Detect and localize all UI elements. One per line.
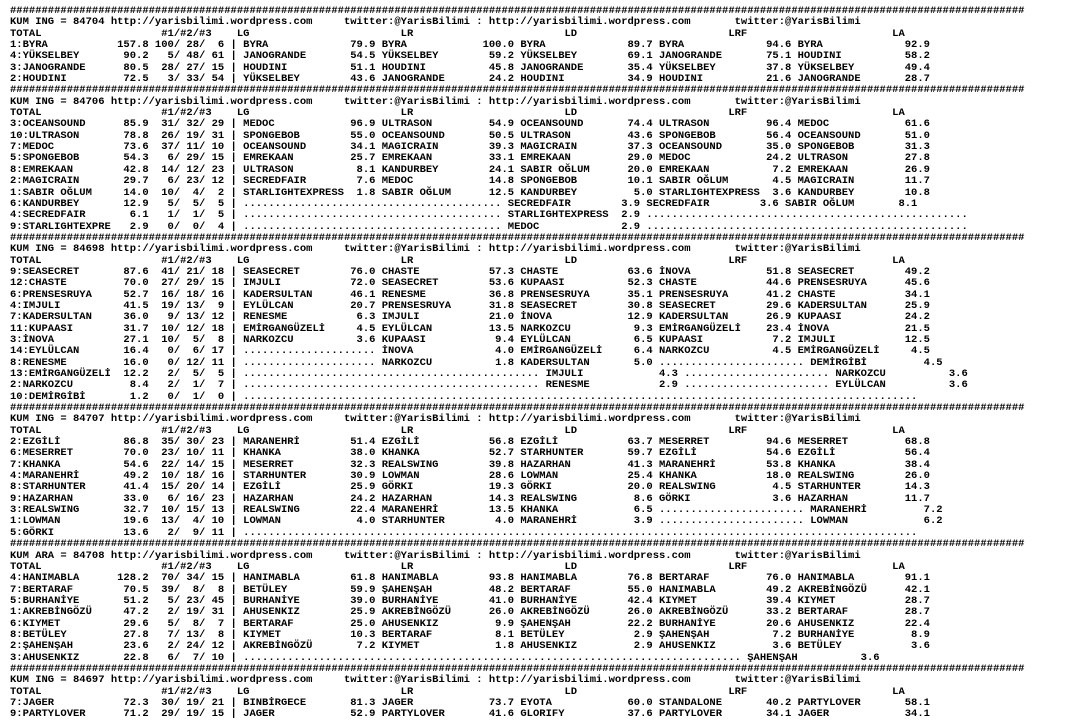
text-line: 1:SABIR OĞLUM 14.0 10/ 4/ 2 | STARLIGHTEXPRESS 1.8 SABIR OĞLUM 12.5 KANDURBEY 5.0 STARLIGHTEXPRESS 3.6 KANDURBEY 10.8 (10, 186, 930, 199)
text-line: 4:YÜKSELBEY 90.2 5/ 48/ 61 | JANOGRANDE 54.5 YÜKSELBEY 59.2 YÜKSELBEY 69.1 JANOGRANDE 75.1 HOUDINI 58.2 (10, 50, 930, 63)
text-line: 3:OCEANSOUND 85.9 31/ 32/ 29 | MEDOC 96.9 ULTRASON 54.9 OCEANSOUND 74.4 ULTRASON 96.4 MEDOC 61.6 (10, 118, 930, 131)
text-line: TOTAL #1/#2/#3 LG LR LD LRF LA (10, 560, 905, 573)
text-line: 12:CHASTE 70.0 27/ 29/ 15 | IMJULI 72.0 SEASECRET 53.6 KUPAASI 52.3 CHASTE 44.6 PRENSESRUYA 45.6 (10, 277, 930, 290)
text-line: 4:HANIMABLA 128.2 70/ 34/ 15 | HANIMABLA 61.8 HANIMABLA 93.8 HANIMABLA 76.8 BERTARAF 76.0 HANIMABLA 91.1 (10, 572, 930, 585)
text-line: TOTAL #1/#2/#3 LG LR LD LRF LA (10, 424, 905, 437)
text-line: 2:EZGİLİ 86.8 35/ 30/ 23 | MARANEHRİ 51.4 EZGİLİ 56.8 EZGİLİ 63.7 MESERRET 94.6 MESERRET 68.8 (10, 436, 930, 449)
text-line: 14:EYLÜLCAN 16.4 0/ 6/ 17 | ..................... İNOVA 4.0 EMİRGANGÜZELİ 6.4 NARKOZCU 4.5 EMİRGANGÜZELİ 4.5 (10, 345, 930, 358)
text-line: 3:AHUSENKIZ 22.8 6/ 7/ 10 | ............................................................................... ŞAHENŞAH 3.6 (10, 651, 880, 664)
text-line: 10:ULTRASON 78.8 26/ 19/ 31 | SPONGEBOB 55.0 OCEANSOUND 50.5 ULTRASON 43.6 SPONGEBOB 56.4 OCEANSOUND 51.0 (10, 129, 930, 142)
text-line: 8:STARHUNTER 41.4 15/ 20/ 14 | EZGİLİ 25.9 GÖRKI 19.3 GÖRKI 20.0 REALSWING 4.5 STARHUNTER 14.3 (10, 481, 930, 494)
text-line: 7:JAGER 72.3 30/ 19/ 21 | BINBİRGECE 81.3 JAGER 73.7 EYOTA 60.0 STANDALONE 40.2 PARTYLOVER 58.1 (10, 696, 930, 709)
text-line: ################################################################################################################################################################# (10, 662, 1025, 675)
text-line: KUM ARA = 84708 http://yarisbilimi.wordpress.com twitter:@YarisBilimi : http://yarisbilimi.wordpress.com twitter:@YarisBilimi (10, 549, 861, 562)
text-line: 7:KHANKA 54.6 22/ 14/ 15 | MESERRET 32.3 REALSWING 39.8 HAZARHAN 41.3 MARANEHRİ 53.8 KHANKA 38.4 (10, 458, 930, 471)
text-line: ################################################################################################################################################################# (10, 5, 1025, 17)
text-line: 10:DEMİRGİBİ 1.2 0/ 1/ 0 | ........................................................................................................... (10, 390, 918, 403)
text-line: 4:SECREDFAIR 6.1 1/ 1/ 5 | ......................................... STARLIGHTEXPRESS 2.9 ................................................... (10, 209, 968, 222)
text-line: KUM ING = 84697 http://yarisbilimi.wordpress.com twitter:@YarisBilimi : http://yarisbilimi.wordpress.com twitter:@YarisBilimi (10, 674, 861, 687)
text-line: 9:HAZARHAN 33.0 6/ 16/ 23 | HAZARHAN 24.2 HAZARHAN 14.3 REALSWING 8.6 GÖRKI 3.6 HAZARHAN 11.7 (10, 492, 930, 505)
text-line: 6:MESERRET 70.0 23/ 10/ 11 | KHANKA 38.0 KHANKA 52.7 STARHUNTER 59.7 EZGİLİ 54.6 EZGİLİ 56.4 (10, 447, 930, 460)
text-line: 13:EMİRGANGÜZELİ 12.2 2/ 5/ 5 | ............................................... IMJULI 4.3 ....................... NARKOZCU 3.6 (10, 368, 968, 380)
text-line: 5:BURHANİYE 51.2 5/ 23/ 45 | BURHANİYE 39.0 BURHANİYE 41.0 BURHANİYE 42.4 KIYMET 39.4 KIYMET 28.7 (10, 594, 930, 607)
text-line: 6:KIYMET 29.6 5/ 8/ 7 | BERTARAF 25.0 AHUSENKIZ 9.9 ŞAHENŞAH 22.2 BURHANİYE 20.6 AHUSENKIZ 22.4 (10, 617, 930, 630)
text-line: 5:SPONGEBOB 54.3 6/ 29/ 15 | EMREKAAN 25.7 EMREKAAN 33.1 EMREKAAN 29.0 MEDOC 24.2 ULTRASON 27.8 (10, 152, 930, 165)
text-line: TOTAL #1/#2/#3 LG LR LD LRF LA (10, 685, 905, 698)
text-line: TOTAL #1/#2/#3 LG LR LD LRF LA (10, 27, 905, 40)
text-line: 1:LOWMAN 19.6 13/ 4/ 10 | LOWMAN 4.0 STARHUNTER 4.0 MARANEHRİ 3.9 ....................... LOWMAN 6.2 (10, 515, 943, 528)
text-line: 6:PRENSESRUYA 52.7 16/ 18/ 16 | KADERSULTAN 46.1 RENESME 36.8 PRENSESRUYA 35.1 PRENSESRUYA 41.2 CHASTE 34.1 (10, 288, 930, 301)
text-line: TOTAL #1/#2/#3 LG LR LD LRF LA (10, 107, 905, 120)
text-line: KUM ING = 84698 http://yarisbilimi.wordpress.com twitter:@YarisBilimi : http://yarisbilimi.wordpress.com twitter:@YarisBilimi (10, 243, 861, 256)
text-line: 3:İNOVA 27.1 10/ 5/ 8 | NARKOZCU 3.6 KUPAASI 9.4 EYLÜLCAN 6.5 KUPAASI 7.2 IMJULI 12.5 (10, 333, 930, 346)
text-line: ################################################################################################################################################################# (10, 402, 1025, 415)
text-line: 2:HOUDINI 72.5 3/ 33/ 54 | YÜKSELBEY 43.6 JANOGRANDE 24.2 HOUDINI 34.9 HOUDINI 21.6 JANOGRANDE 28.7 (10, 73, 930, 86)
text-line: ################################################################################################################################################################# (10, 84, 1025, 97)
text-line: KUM ING = 84706 http://yarisbilimi.wordpress.com twitter:@YarisBilimi : http://yarisbilimi.wordpress.com twitter:@YarisBilimi (10, 95, 861, 108)
text-line: 7:BERTARAF 70.5 39/ 8/ 8 | BETÜLEY 59.9 ŞAHENŞAH 48.2 BERTARAF 55.0 HANIMABLA 49.2 AKREBİNGÖZÜ 42.1 (10, 583, 930, 596)
text-line: 8:BETÜLEY 27.8 7/ 13/ 8 | KIYMET 10.3 BERTARAF 8.1 BETÜLEY 2.9 ŞAHENŞAH 7.2 BURHANİYE 8.9 (10, 628, 930, 641)
text-line: 8:RENESME 16.0 0/ 12/ 11 | ..................... NARKOZCU 1.8 KADERSULTAN 5.0 ....................... DEMİRGİBİ 4.5 (10, 356, 943, 369)
text-line: 9:PARTYLOVER 71.2 29/ 19/ 15 | JAGER 52.9 PARTYLOVER 41.6 GLORIFY 37.6 PARTYLOVER 34.1 JAGER 34.1 (10, 708, 930, 721)
text-line: 3:REALSWING 32.7 10/ 15/ 13 | REALSWING 22.4 MARANEHRİ 13.5 KHANKA 6.5 ....................... MARANEHRİ 7.2 (10, 504, 943, 517)
text-line: 7:MEDOC 73.6 37/ 11/ 10 | OCEANSOUND 34.1 MAGICRAIN 39.3 MAGICRAIN 37.3 OCEANSOUND 35.0 SPONGEBOB 31.3 (10, 141, 930, 154)
text-line: 3:JANOGRANDE 80.5 28/ 27/ 15 | HOUDINI 51.1 HOUDINI 45.8 JANOGRANDE 35.4 YÜKSELBEY 37.8 YÜKSELBEY 49.4 (10, 61, 930, 74)
text-line: 2:ŞAHENŞAH 23.6 2/ 24/ 12 | AKREBİNGÖZÜ 7.2 KIYMET 1.8 AHUSENKIZ 2.9 AHUSENKIZ 3.6 BETÜLEY 3.6 (10, 640, 930, 653)
text-line: KUM ING = 84707 http://yarisbilimi.wordpress.com twitter:@YarisBilimi : http://yarisbilimi.wordpress.com twitter:@YarisBilimi (10, 413, 861, 426)
text-line: 4:IMJULI 41.5 19/ 13/ 9 | EYLÜLCAN 20.7 PRENSESRUYA 31.8 SEASECRET 30.8 SEASECRET 29.6 KADERSULTAN 25.9 (10, 299, 930, 312)
text-line: TOTAL #1/#2/#3 LG LR LD LRF LA (10, 254, 905, 267)
text-line: ################################################################################################################################################################# (10, 538, 1025, 551)
text-line: 5:GÖRKI 13.6 2/ 9/ 11 | ........................................................................................................... (10, 526, 918, 539)
text-line: 2:NARKOZCU 8.4 2/ 1/ 7 | ............................................... RENESME 2.9 ....................... EYLÜLCAN 3.6 (10, 379, 968, 392)
text-line: 6:KANDURBEY 12.9 5/ 5/ 5 | ......................................... SECREDFAIR 3.9 SECREDFAIR 3.6 SABIR OĞLUM 8.1 (10, 197, 918, 210)
text-line: 2:MAGICRAIN 29.7 6/ 23/ 12 | SECREDFAIR 7.6 MEDOC 14.8 SPONGEBOB 10.1 SABIR OĞLUM 4.5 MAGICRAIN 11.7 (10, 175, 930, 188)
text-line: 8:EMREKAAN 42.8 14/ 12/ 23 | ULTRASON 8.1 KANDURBEY 24.1 SABIR OĞLUM 20.0 EMREKAAN 7.2 EMREKAAN 26.9 (10, 163, 930, 176)
text-line: 1:AKREBİNGÖZÜ 47.2 2/ 19/ 31 | AHUSENKIZ 25.9 AKREBİNGÖZÜ 26.0 AKREBİNGÖZÜ 26.0 AKREBİNGÖZÜ 33.2 BERTARAF 28.7 (10, 606, 930, 619)
text-line: 9:STARLIGHTEXPRE 2.9 0/ 0/ 4 | ......................................... MEDOC 2.9 ................................................... (10, 220, 968, 233)
text-line: 7:KADERSULTAN 36.0 9/ 13/ 12 | RENESME 6.3 IMJULI 21.0 İNOVA 12.9 KADERSULTAN 26.9 KUPAASI 24.2 (10, 311, 930, 324)
text-line: 11:KUPAASI 31.7 10/ 12/ 18 | EMİRGANGÜZELİ 4.5 EYLÜLCAN 13.5 NARKOZCU 9.3 EMİRGANGÜZELİ 23.4 İNOVA 21.5 (10, 322, 930, 335)
text-line: 1:BYRA 157.8 100/ 28/ 6 | BYRA 79.9 BYRA 100.0 BYRA 89.7 BYRA 94.6 BYRA 92.9 (10, 39, 930, 52)
text-line: 4:MARANEHRİ 49.2 10/ 18/ 16 | STARHUNTER 30.9 LOWMAN 28.6 LOWMAN 25.4 KHANKA 18.0 REALSWING 26.0 (10, 470, 930, 483)
race-report-sheet (10, 5, 1072, 721)
text-line: KUM ING = 84704 http://yarisbilimi.wordpress.com twitter:@YarisBilimi : http://yarisbilimi.wordpress.com twitter:@YarisBilimi (10, 16, 861, 29)
text-line: 9:SEASECRET 87.6 41/ 21/ 18 | SEASECRET 76.0 CHASTE 57.3 CHASTE 63.6 İNOVA 51.8 SEASECRET 49.2 (10, 265, 930, 278)
text-line: ################################################################################################################################################################# (10, 231, 1025, 244)
